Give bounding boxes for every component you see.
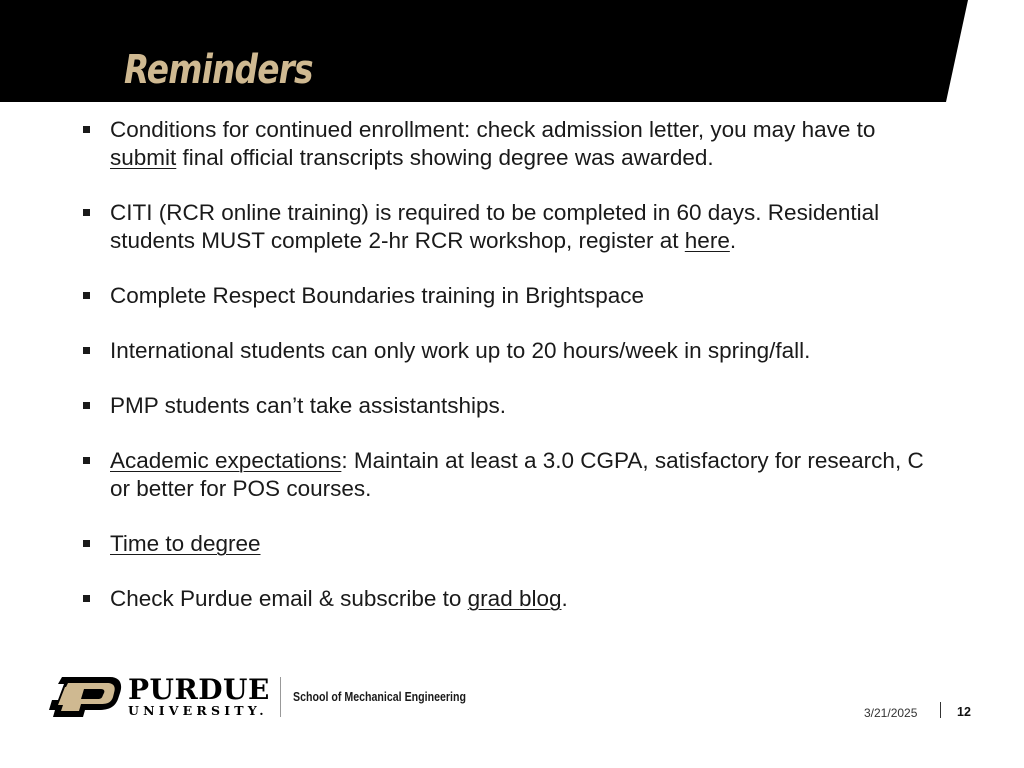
reminder-list bbox=[82, 116, 942, 640]
bullet-square-icon bbox=[83, 292, 90, 299]
footer-divider bbox=[940, 702, 941, 718]
reminder-text: Conditions for continued enrollment: check admission letter, you may have to bbox=[110, 117, 876, 142]
page-number: 12 bbox=[957, 705, 971, 719]
reminder-item bbox=[82, 530, 942, 558]
reminder-text: final official transcripts showing degree was awarded. bbox=[176, 145, 714, 170]
logo-divider bbox=[280, 677, 281, 717]
reminder-text: : Maintain at least a 3.0 CGPA, satisfactory for research, C or better for POS courses. bbox=[110, 448, 924, 501]
reminder-item bbox=[82, 282, 942, 310]
bullet-square-icon bbox=[83, 347, 90, 354]
reminder-text: . bbox=[729, 228, 737, 253]
logo-wordmark-university: UNIVERSITY. bbox=[128, 703, 268, 718]
reminder-text: PMP students can’t take assistantships. bbox=[110, 393, 507, 418]
link-here[interactable]: here bbox=[684, 228, 730, 253]
slide-title: Reminders bbox=[124, 47, 313, 93]
reminder-text: CITI (RCR online training) is required to be completed in 60 days. Residential students MUST complete 2-hr RCR workshop, register at bbox=[110, 200, 880, 253]
bullet-square-icon bbox=[83, 540, 90, 547]
purdue-logo bbox=[48, 673, 496, 718]
reminder-item bbox=[82, 116, 942, 172]
bullet-square-icon bbox=[83, 402, 90, 409]
bullet-square-icon bbox=[83, 595, 90, 602]
link-academic-expectations[interactable]: Academic expectations bbox=[110, 448, 342, 473]
bullet-square-icon bbox=[83, 126, 90, 133]
slide-date: 3/21/2025 bbox=[864, 706, 918, 720]
school-name: School of Mechanical Engineering bbox=[292, 690, 466, 704]
link-submit[interactable]: submit bbox=[110, 145, 177, 170]
reminder-text: . bbox=[561, 586, 568, 611]
reminder-text: International students can only work up to 20 hours/week in spring/fall. bbox=[110, 338, 811, 363]
purdue-p-logo-icon bbox=[48, 676, 122, 718]
link-time-to-degree[interactable]: Time to degree bbox=[110, 531, 261, 556]
reminder-item bbox=[82, 337, 942, 365]
bullet-square-icon bbox=[83, 209, 90, 216]
bullet-square-icon bbox=[83, 457, 90, 464]
reminder-item bbox=[82, 199, 942, 255]
reminder-text: Check Purdue email & subscribe to bbox=[110, 586, 468, 611]
reminder-item bbox=[82, 392, 942, 420]
reminder-text: Complete Respect Boundaries training in Brightspace bbox=[110, 283, 645, 308]
reminder-item bbox=[82, 447, 942, 503]
link-grad-blog[interactable]: grad blog bbox=[467, 586, 562, 611]
reminder-item bbox=[82, 585, 942, 613]
logo-wordmark-purdue: PURDUE bbox=[128, 673, 270, 706]
